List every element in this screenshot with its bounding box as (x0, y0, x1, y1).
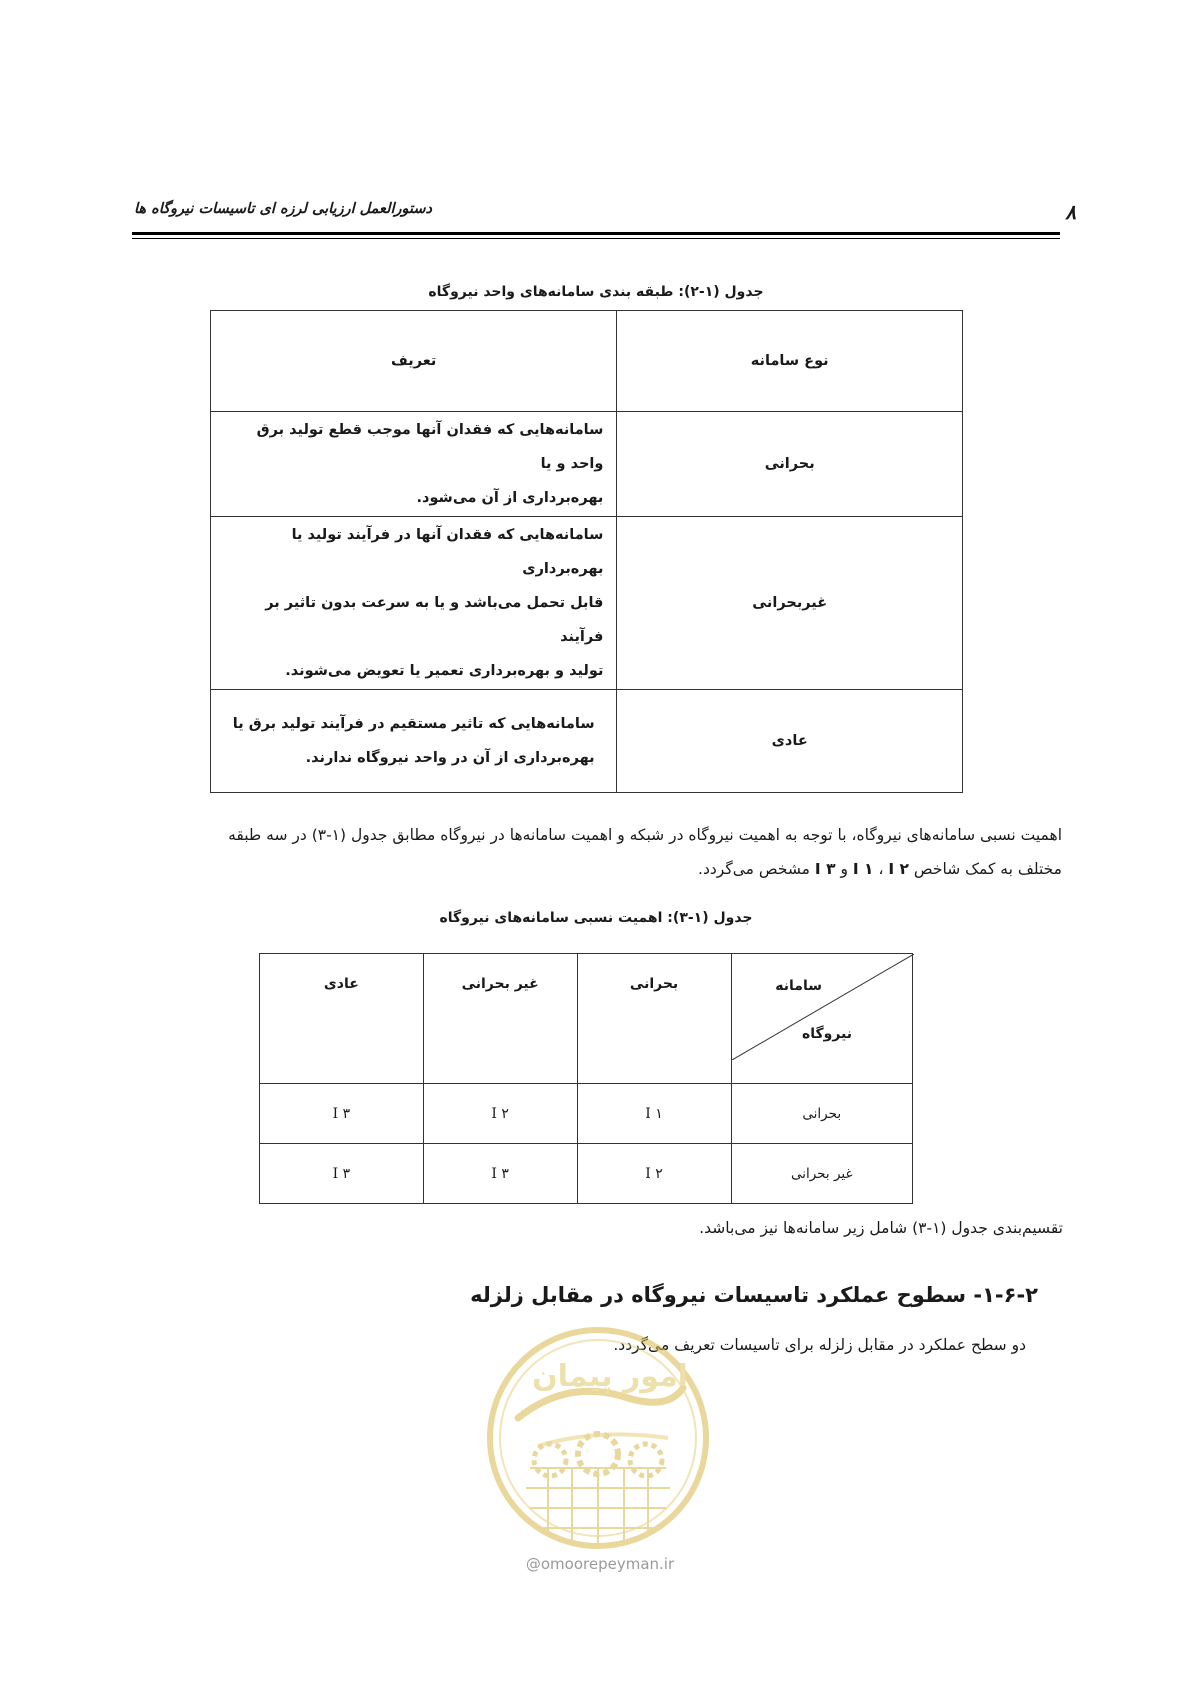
watermark-text: امور پیمان (532, 1359, 688, 1394)
header-cell-type: نوع سامانه (617, 311, 963, 412)
table-row (211, 517, 963, 690)
diagonal-corner-cell (731, 954, 913, 1084)
row-type-normal: عادی (617, 690, 963, 793)
section-text: دو سطح عملکرد در مقابل زلزله برای تاسیسات تعریف می‌گردد. (613, 1336, 1026, 1354)
row-label-noncritical: غیر بحرانی (731, 1144, 913, 1204)
table-row (260, 1144, 913, 1204)
row-definition-noncritical (211, 517, 617, 690)
row-label-critical: بحرانی (731, 1084, 913, 1144)
section-heading: ۱-۶-۲- سطوح عملکرد تاسیسات نیروگاه در مقابل زلزله (470, 1283, 1038, 1307)
header-rule-thin (132, 238, 1060, 239)
definition-line: سامانه‌هایی که تاثیر مستقیم در فرآیند تولید برق یا (232, 716, 595, 732)
cell-value: I ۱ (577, 1084, 731, 1144)
cell-value: I ۳ (423, 1144, 577, 1204)
running-title: دستورالعمل ارزیابی لرزه ای تاسیسات نیروگاه ها (134, 200, 432, 217)
column-header-normal: عادی (260, 954, 424, 1084)
header-rule (132, 232, 1060, 235)
table1-caption: جدول (۱-۲): طبقه بندی سامانه‌های واحد نیروگاه (428, 284, 764, 300)
diagonal-line (732, 954, 914, 1060)
cell-value: I ۲ (423, 1084, 577, 1144)
page-number: ۸ (1065, 200, 1076, 224)
corner-label-plant: نیروگاه (801, 1026, 852, 1042)
definition-line: بهره‌برداری از آن در واحد نیروگاه ندارند. (305, 750, 595, 766)
paragraph-line: اهمیت نسبی سامانه‌های نیروگاه، با توجه به اهمیت نیروگاه در شبکه و اهمیت سامانه‌ها در نیروگاه مطابق جدول (۱-۳) در سه طبقه (228, 826, 1062, 844)
row-definition-critical (211, 412, 617, 517)
definition-line: بهره‌برداری از آن می‌شود. (416, 490, 604, 506)
corner-label-system: سامانه (775, 978, 822, 994)
row-type-critical: بحرانی (617, 412, 963, 517)
column-header-noncritical: غیر بحرانی (423, 954, 577, 1084)
paragraph-line-end: مشخص می‌گردد. (698, 860, 815, 878)
table2-caption: جدول (۱-۳): اهمیت نسبی سامانه‌های نیروگاه (439, 910, 753, 926)
definition-line: تولید و بهره‌برداری تعمیر یا تعویض می‌شوند. (285, 663, 604, 679)
separator: و (835, 860, 853, 878)
table-row (211, 412, 963, 517)
header-cell-definition: تعریف (211, 311, 617, 412)
paragraph-line: مختلف به کمک شاخص (909, 860, 1062, 878)
index-i2: I ۲ (888, 860, 909, 878)
row-definition-normal (211, 690, 617, 793)
system-classification-table (210, 310, 963, 793)
row-type-noncritical: غیربحرانی (617, 517, 963, 690)
definition-line: قابل تحمل می‌باشد و یا به سرعت بدون تاثیر بر فرآیند (265, 595, 604, 645)
cell-value: I ۲ (577, 1144, 731, 1204)
importance-paragraph (110, 818, 1062, 886)
table-row (211, 690, 963, 793)
cell-value: I ۳ (260, 1144, 424, 1204)
cell-value: I ۳ (260, 1084, 424, 1144)
table-row (260, 1084, 913, 1144)
index-i3: I ۳ (814, 860, 836, 878)
table-header-row (260, 954, 913, 1084)
relative-importance-table (259, 953, 913, 1204)
watermark-url: @omoorepeyman.ir (525, 1555, 675, 1573)
separator: ، (873, 860, 889, 878)
definition-line: سامانه‌هایی که فقدان آنها در فرآیند تولید یا بهره‌برداری (291, 527, 604, 577)
column-header-critical: بحرانی (577, 954, 731, 1084)
definition-line: سامانه‌هایی که فقدان آنها موجب قطع تولید برق واحد و یا (256, 422, 604, 472)
index-i1: I ۱ (852, 860, 874, 878)
table-header-row (211, 311, 963, 412)
subsystems-paragraph: تقسیم‌بندی جدول (۱-۳) شامل زیر سامانه‌ها نیز می‌باشد. (699, 1219, 1063, 1237)
